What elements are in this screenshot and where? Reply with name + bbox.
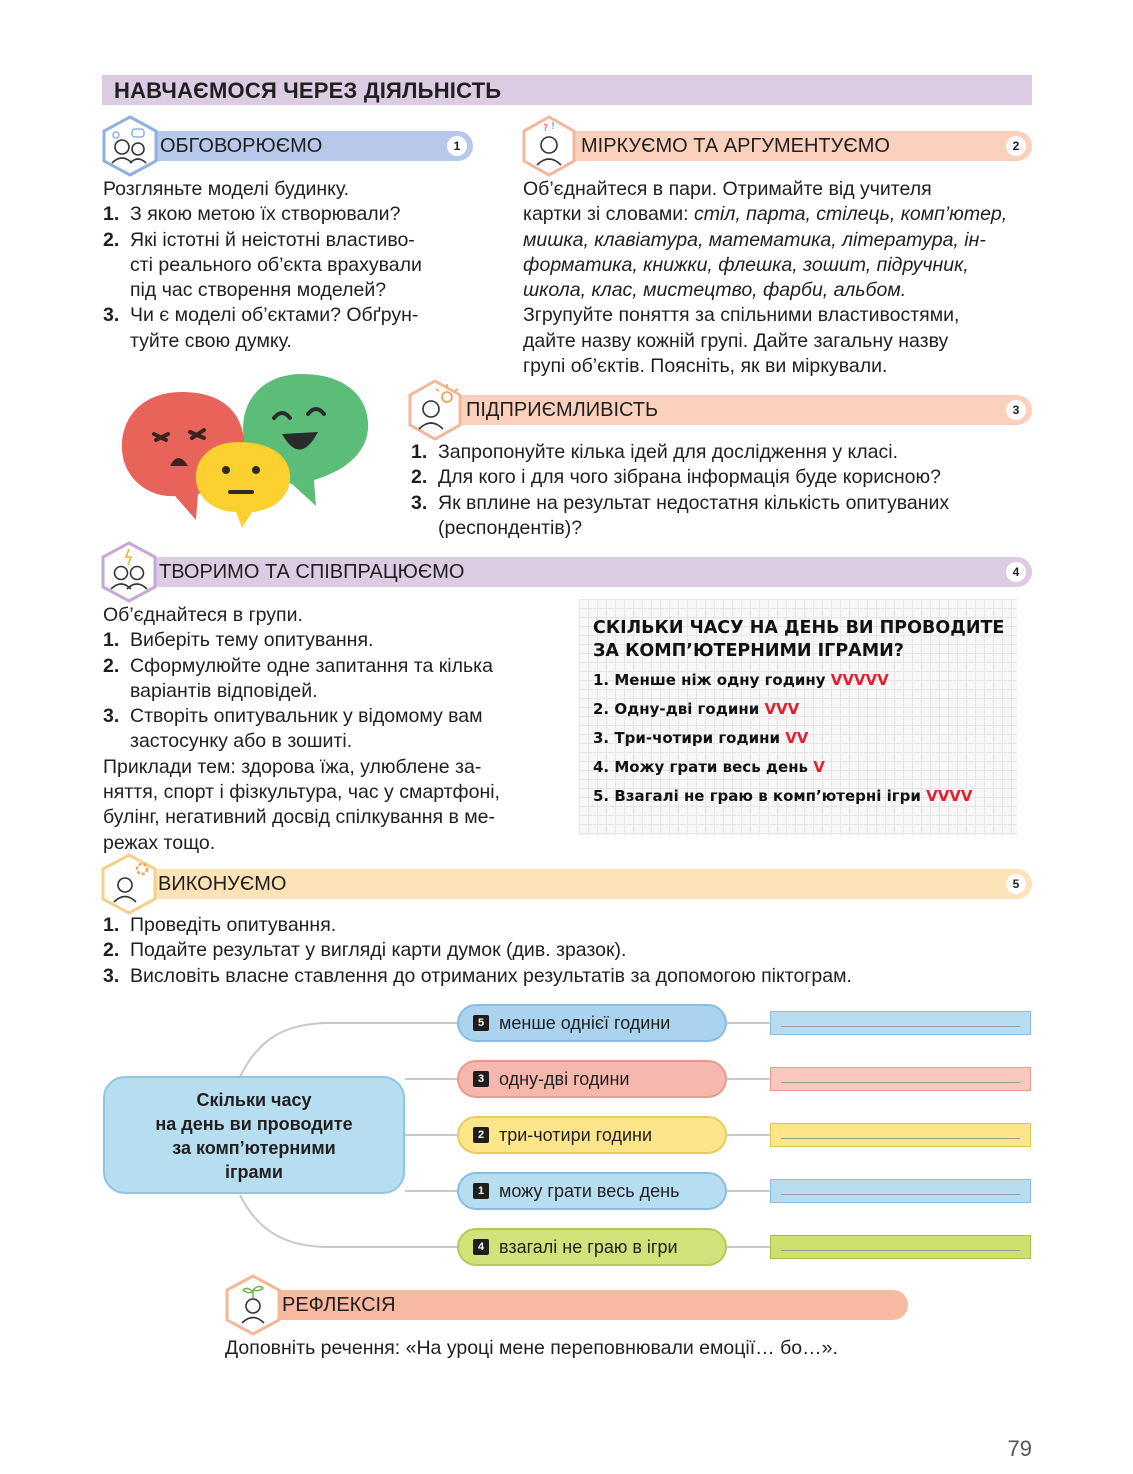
thinking-person-icon [521,115,577,177]
list-item: 1. Запропонуйте кілька ідей для дослідження у класі. [411,441,898,463]
discuss-intro: Розгляньте моделі будинку. [103,178,350,200]
list-item: 3. Створіть опитувальник у відомому вам застосунку або в зошиті. [103,705,483,753]
mind-map-option: 2 три-чотири години [457,1116,727,1154]
survey-answer: 2. Одну-дві години VVV [593,700,800,718]
enterprise-body [411,440,1036,541]
section-header-reflect [252,1290,908,1320]
team-people-icon [100,541,158,603]
reflect-text: Доповніть речення: «На уроці мене переповнювали емоції… бо…». [225,1337,838,1359]
do-body [103,913,1033,989]
section-title: ОБГОВОРЮЄМО [160,135,323,157]
section-header-enterprise [436,395,1032,425]
section-header-discuss [128,131,473,161]
survey-title: СКІЛЬКИ ЧАСУ НА ДЕНЬ ВИ ПРОВОДИТЕ ЗА КОМП’ЮТЕРНИМИ ІГРАМИ? [593,618,1005,661]
page-title: НАВЧАЄМОСЯ ЧЕРЕЗ ДІЯЛЬНІСТЬ [102,75,1032,105]
idea-person-icon [407,379,463,441]
list-item: 3. Як вплине на результат недостатня кількість опитуваних (респондентів)? [411,491,950,539]
section-header-do [128,869,1032,899]
mind-map-option-connectors [727,1015,771,1255]
survey-answer: 3. Три-чотири години VV [593,729,809,747]
reason-body: Об’єднайтеся в пари. Отримайте від учителя картки зі словами: стіл, парта, стілець, комп’ютер, мишка, клавіатура, математика, література, ін- форматика, книжки, флешка, зошит, підручник, школа, клас, мистецтво, фарби, альбом. Згрупуйте поняття за спільними властивостями, дайте назву кожній групі. Дайте загальну назву групі об’єктів. Поясніть, як ви міркували. [523,178,1008,378]
section-number: 1 [447,136,467,156]
mind-map-option: 4 взагалі не граю в ігри [457,1228,727,1266]
vote-marks: VVVV [926,787,973,805]
rank-badge: 3 [473,1071,489,1087]
answer-line-box[interactable] [770,1011,1031,1035]
list-item: 3. Висловіть власне ставлення до отриманих результатів за допомогою піктограм. [103,964,852,987]
answer-line-box[interactable] [770,1179,1031,1203]
list-item: 2. Які істотні й неістотні властиво- сті реального об’єкта врахували під час створення моделей? [103,228,422,302]
rank-badge: 5 [473,1015,489,1031]
survey-card [579,599,1017,835]
section-title: ТВОРИМО ТА СПІВПРАЦЮЄМО [159,561,465,583]
answer-line-box[interactable] [770,1235,1031,1259]
section-header-create [128,557,1032,587]
page-number: 79 [1007,1436,1032,1461]
mind-map-option: 5 менше однієї години [457,1004,727,1042]
mind-map-option: 3 одну-дві години [457,1060,727,1098]
section-title: ПІДПРИЄМЛИВІСТЬ [466,399,659,421]
create-body: Об’єднайтеся в групи. 1. Виберіть тему опитування. 2. Сформулюйте одне запитання та кілька варіантів відповідей. 3. Створіть опитувальник у відомому вам застосунку або в зошиті. Приклади тем: здорова їжа, улюблене за- няття, спорт і фізкультура, час у смартфоні, булінг, негативний досвід спілкування в ме- режах тощо. [103,603,553,856]
vote-marks: VV [785,729,809,747]
survey-answer: 5. Взагалі не граю в комп’ютерні ігри VVVV [593,787,973,805]
section-header-reason [550,131,1032,161]
list-item: 3. Чи є моделі об’єктами? Обґрун- туйте свою думку. [103,304,419,352]
answer-line-box[interactable] [770,1067,1031,1091]
rank-badge: 4 [473,1239,489,1255]
list-item: 2. Для кого і для чого зібрана інформація буде корисною? [411,466,941,489]
section-number: 5 [1006,874,1026,894]
discuss-body [103,177,483,354]
survey-answer: 1. Менше ніж одну годину VVVVV [593,671,889,689]
list-item: 1. З якою метою їх створювали? [103,203,401,226]
mind-map-center: Скільки часу на день ви проводите за комп’ютерними іграми [103,1076,405,1194]
list-item: 2. Сформулюйте одне запитання та кілька варіантів відповідей. [103,654,493,702]
rank-badge: 2 [473,1127,489,1143]
section-number: 4 [1006,562,1026,582]
vote-marks: VVVVV [830,671,889,689]
answer-line-box[interactable] [770,1123,1031,1147]
rank-badge: 1 [473,1183,489,1199]
list-item: 2. Подайте результат у вигляді карти думок (див. зразок). [103,939,627,962]
gear-person-icon [100,853,158,915]
vote-marks: VVV [764,700,800,718]
emotion-speech-bubbles-icon [120,370,370,530]
discussion-people-icon [100,115,160,177]
section-number: 2 [1006,136,1026,156]
section-number: 3 [1006,400,1026,420]
svg-text:?: ? [543,123,549,134]
section-title: РЕФЛЕКСІЯ [282,1294,396,1316]
list-item: 1. Виберіть тему опитування. [103,629,374,652]
vote-marks: V [813,758,825,776]
sprout-person-icon [224,1274,282,1336]
mind-map-option: 1 можу грати весь день [457,1172,727,1210]
section-title: МІРКУЄМО ТА АРГУМЕНТУЄМО [581,135,890,157]
list-item: 1. Проведіть опитування. [103,914,337,936]
survey-answer: 4. Можу грати весь день V [593,758,825,776]
section-title: ВИКОНУЄМО [158,873,287,895]
svg-text:!: ! [551,121,556,132]
